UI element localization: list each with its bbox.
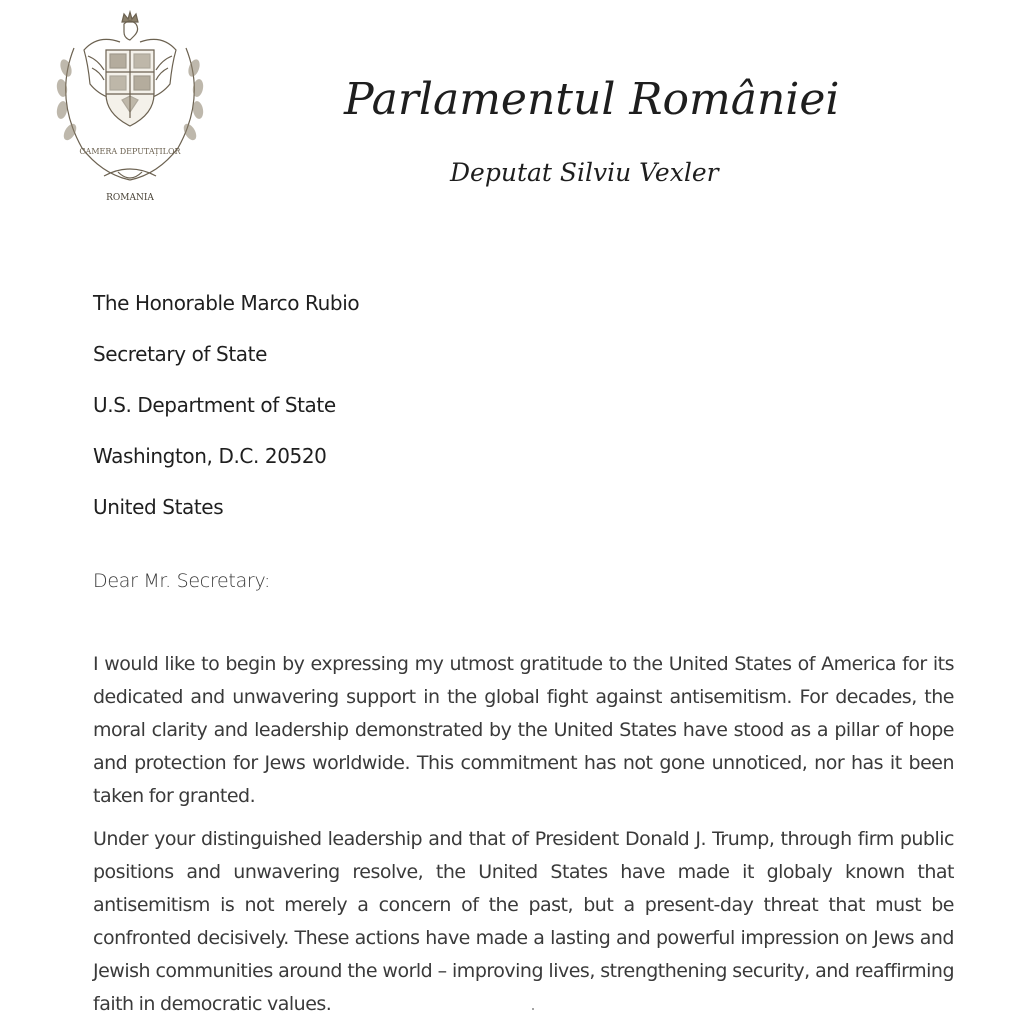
- recipient-name: The Honorable Marco Rubio: [93, 291, 360, 315]
- chamber-of-deputies-crest: [44, 8, 216, 208]
- crest-country-text: ROMANIA: [106, 193, 154, 203]
- salutation: Dear Mr. Secretary:: [93, 570, 271, 592]
- institution-name: Parlamentul României: [344, 74, 840, 125]
- body-paragraph: I would like to begin by expressing my utmost gratitude to the United States of America for its dedicated and unwavering support in the global fight against antisemitism. For decades, the moral clarity and leadership demonstrated by the United States have stood as a pillar of hope and protection for Jews worldwide. This commitment has not gone unnoticed, nor has it been taken for granted.: [93, 653, 954, 807]
- recipient-city: Washington, D.C. 20520: [93, 444, 327, 468]
- crest-ring-text: CAMERA DEPUTAȚILOR: [79, 147, 181, 156]
- recipient-department: U.S. Department of State: [93, 393, 336, 417]
- recipient-title: Secretary of State: [93, 342, 267, 366]
- recipient-address: [93, 288, 359, 543]
- scan-speck: [532, 1008, 534, 1010]
- deputy-name: Deputat Silviu Vexler: [450, 158, 719, 187]
- coat-of-arms-icon: [44, 8, 216, 208]
- body-paragraph: Under your distinguished leadership and that of President Donald J. Trump, through firm public positions and unwavering resolve, the United States have made it globaly known that antisemitism is not merely a concern of the past, but a present-day threat that must be confronted decisively. These actions have made a lasting and powerful impression on Jews and Jewish communities around the world – improving lives, strengthening security, and reaffirming faith in democratic values.: [93, 828, 954, 1015]
- recipient-country: United States: [93, 495, 224, 519]
